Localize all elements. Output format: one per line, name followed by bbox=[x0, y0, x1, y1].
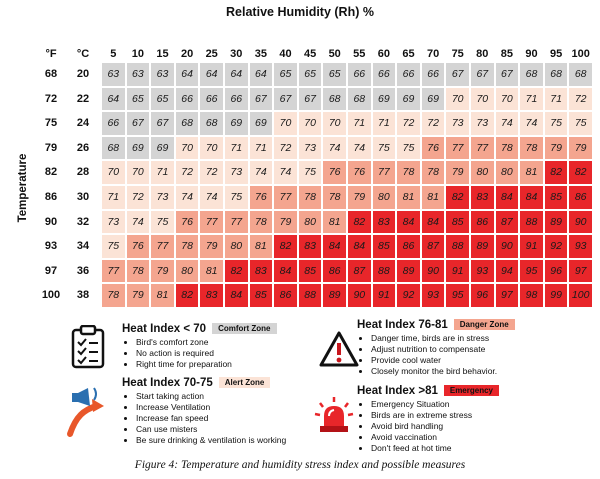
legend-comfort-title bbox=[122, 323, 277, 335]
heat-index-cell: 89 bbox=[470, 234, 495, 259]
legend-danger-list bbox=[357, 333, 497, 377]
humidity-header-15: 15 bbox=[156, 48, 169, 60]
heat-index-cell: 84 bbox=[519, 185, 544, 210]
temp-f-90: 90 bbox=[44, 215, 58, 228]
heat-index-cell: 76 bbox=[421, 136, 446, 161]
heat-index-cell: 66 bbox=[224, 87, 249, 112]
celsius-header: °C bbox=[76, 48, 90, 60]
heat-index-cell: 75 bbox=[568, 111, 593, 136]
heat-index-cell: 68 bbox=[568, 62, 593, 87]
heat-index-cell: 71 bbox=[249, 136, 274, 161]
legend-danger-item: • Closely monitor the bird behavior. bbox=[371, 366, 497, 377]
heat-index-cell: 67 bbox=[470, 62, 495, 87]
siren-light-icon bbox=[314, 396, 354, 436]
heat-index-cell: 83 bbox=[470, 185, 495, 210]
heat-index-cell: 64 bbox=[249, 62, 274, 87]
heat-index-cell: 94 bbox=[495, 259, 520, 284]
heat-index-cell: 69 bbox=[421, 87, 446, 112]
heat-index-cell: 70 bbox=[199, 136, 224, 161]
heat-index-cell: 76 bbox=[322, 160, 347, 185]
heat-index-cell: 72 bbox=[568, 87, 593, 112]
heat-index-cell: 66 bbox=[175, 87, 200, 112]
heat-index-cell: 93 bbox=[568, 234, 593, 259]
heat-index-cell: 72 bbox=[273, 136, 298, 161]
heat-index-cell: 67 bbox=[273, 87, 298, 112]
heat-index-cell: 99 bbox=[544, 283, 569, 308]
temp-c-26: 26 bbox=[76, 141, 90, 154]
heat-index-cell: 77 bbox=[372, 160, 397, 185]
heat-index-cell: 67 bbox=[249, 87, 274, 112]
heat-index-cell: 84 bbox=[273, 259, 298, 284]
humidity-header-5: 5 bbox=[110, 48, 117, 60]
heat-index-cell: 70 bbox=[273, 111, 298, 136]
heat-index-cell: 66 bbox=[421, 62, 446, 87]
heat-index-cell: 77 bbox=[273, 185, 298, 210]
heat-index-cell: 90 bbox=[568, 210, 593, 235]
heat-index-cell: 97 bbox=[568, 259, 593, 284]
heat-index-cell: 74 bbox=[175, 185, 200, 210]
heat-index-cell: 75 bbox=[544, 111, 569, 136]
heat-index-cell: 68 bbox=[175, 111, 200, 136]
heat-index-cell: 98 bbox=[519, 283, 544, 308]
legend-alert-list bbox=[122, 391, 286, 446]
heat-index-cell: 89 bbox=[544, 210, 569, 235]
heat-index-cell: 73 bbox=[470, 111, 495, 136]
heat-index-cell: 78 bbox=[519, 136, 544, 161]
heat-index-cell: 95 bbox=[445, 283, 470, 308]
heat-index-cell: 64 bbox=[224, 62, 249, 87]
heat-index-cell: 88 bbox=[372, 259, 397, 284]
heat-index-cell: 75 bbox=[101, 234, 126, 259]
heat-index-cell: 88 bbox=[445, 234, 470, 259]
heat-index-cell: 74 bbox=[199, 185, 224, 210]
heat-index-cell: 74 bbox=[249, 160, 274, 185]
humidity-header-60: 60 bbox=[377, 48, 391, 60]
heat-index-cell: 85 bbox=[372, 234, 397, 259]
legend-emergency-title-text: Heat Index >81 bbox=[357, 385, 438, 397]
heat-index-cell: 87 bbox=[421, 234, 446, 259]
heat-index-cell: 93 bbox=[421, 283, 446, 308]
chart-title: Relative Humidity (Rh) % bbox=[226, 5, 374, 19]
heat-index-cell: 91 bbox=[372, 283, 397, 308]
temp-f-97: 97 bbox=[44, 264, 58, 277]
temp-c-38: 38 bbox=[76, 289, 90, 302]
heat-index-cell: 84 bbox=[347, 234, 372, 259]
heat-index-cell: 81 bbox=[421, 185, 446, 210]
heat-index-cell: 71 bbox=[544, 87, 569, 112]
temp-f-82: 82 bbox=[44, 166, 58, 179]
temp-f-68: 68 bbox=[44, 68, 58, 80]
heat-index-cell: 67 bbox=[445, 62, 470, 87]
heat-index-cell: 95 bbox=[519, 259, 544, 284]
heat-index-cell: 81 bbox=[396, 185, 421, 210]
heat-index-cell: 82 bbox=[568, 160, 593, 185]
heat-index-cell: 81 bbox=[322, 210, 347, 235]
heat-index-cell: 77 bbox=[445, 136, 470, 161]
heat-index-cell: 92 bbox=[544, 234, 569, 259]
heat-index-cell: 83 bbox=[199, 283, 224, 308]
heat-index-cell: 78 bbox=[421, 160, 446, 185]
heat-index-cell: 70 bbox=[495, 87, 520, 112]
heat-index-cell: 90 bbox=[495, 234, 520, 259]
heat-index-cell: 70 bbox=[470, 87, 495, 112]
row-axis-label: Temperature bbox=[17, 153, 29, 223]
heat-index-cell: 91 bbox=[445, 259, 470, 284]
humidity-header-90: 90 bbox=[525, 48, 538, 60]
legend-comfort-item: • Right time for preparation bbox=[136, 359, 232, 370]
heat-index-cell: 72 bbox=[396, 111, 421, 136]
legend-alert-item: • Increase Ventilation bbox=[136, 402, 286, 413]
heat-index-cell: 77 bbox=[150, 234, 175, 259]
legend-danger-title bbox=[357, 319, 515, 331]
humidity-header-50: 50 bbox=[328, 48, 341, 60]
temp-c-20: 20 bbox=[76, 68, 90, 80]
heat-index-cell: 79 bbox=[347, 185, 372, 210]
humidity-header-45: 45 bbox=[303, 48, 317, 60]
heat-index-cell: 77 bbox=[470, 136, 495, 161]
legend-emergency-title bbox=[357, 385, 499, 397]
fahrenheit-header: °F bbox=[45, 48, 57, 60]
heat-index-cell: 74 bbox=[273, 160, 298, 185]
heat-index-cell: 85 bbox=[298, 259, 323, 284]
humidity-header-85: 85 bbox=[500, 48, 514, 60]
heat-index-cell: 80 bbox=[470, 160, 495, 185]
heat-index-cell: 72 bbox=[199, 160, 224, 185]
heat-index-cell: 88 bbox=[519, 210, 544, 235]
heat-index-cell: 63 bbox=[101, 62, 126, 87]
legend-emergency-item: • Avoid bird handling bbox=[371, 421, 472, 432]
heat-index-cell: 69 bbox=[224, 111, 249, 136]
heat-index-cell: 82 bbox=[175, 283, 200, 308]
heat-index-cell: 82 bbox=[544, 160, 569, 185]
heat-index-cell: 69 bbox=[396, 87, 421, 112]
heat-index-cell: 65 bbox=[273, 62, 298, 87]
heat-index-cell: 69 bbox=[126, 136, 151, 161]
legend-emergency-list bbox=[357, 399, 472, 454]
heat-index-cell: 86 bbox=[568, 185, 593, 210]
heat-index-cell: 96 bbox=[470, 283, 495, 308]
heat-index-cell: 73 bbox=[150, 185, 175, 210]
humidity-header-80: 80 bbox=[476, 48, 489, 60]
heat-index-cell: 70 bbox=[175, 136, 200, 161]
heat-index-cell: 83 bbox=[249, 259, 274, 284]
heat-index-cell: 76 bbox=[347, 160, 372, 185]
heat-index-cell: 84 bbox=[224, 283, 249, 308]
heat-index-cell: 79 bbox=[126, 283, 151, 308]
heat-index-cell: 78 bbox=[495, 136, 520, 161]
warning-triangle-icon bbox=[318, 330, 360, 368]
heat-index-cell: 71 bbox=[150, 160, 175, 185]
heat-index-cell: 78 bbox=[396, 160, 421, 185]
temp-c-36: 36 bbox=[76, 264, 90, 277]
humidity-header-55: 55 bbox=[353, 48, 366, 60]
heat-index-cell: 89 bbox=[396, 259, 421, 284]
heat-index-cell: 83 bbox=[372, 210, 397, 235]
temp-c-24: 24 bbox=[76, 117, 90, 130]
heat-index-cell: 80 bbox=[224, 234, 249, 259]
heat-index-cell: 71 bbox=[519, 87, 544, 112]
temp-c-28: 28 bbox=[76, 166, 90, 179]
legend-danger-title-text: Heat Index 76-81 bbox=[357, 319, 448, 331]
heat-index-cell: 63 bbox=[126, 62, 151, 87]
heat-index-cell: 81 bbox=[199, 259, 224, 284]
heat-index-cell: 78 bbox=[322, 185, 347, 210]
heat-index-cell: 73 bbox=[298, 136, 323, 161]
heat-index-cell: 71 bbox=[101, 185, 126, 210]
heat-index-cell: 67 bbox=[126, 111, 151, 136]
heat-index-cell: 79 bbox=[544, 136, 569, 161]
megaphone-icon bbox=[66, 380, 112, 438]
heat-index-cell: 93 bbox=[470, 259, 495, 284]
heat-index-cell: 79 bbox=[199, 234, 224, 259]
heat-index-cell: 100 bbox=[568, 283, 593, 308]
heat-index-cell: 66 bbox=[372, 62, 397, 87]
heat-index-cell: 80 bbox=[175, 259, 200, 284]
heat-index-cell: 81 bbox=[519, 160, 544, 185]
humidity-header-40: 40 bbox=[279, 48, 292, 60]
humidity-header-95: 95 bbox=[549, 48, 563, 60]
heat-index-cell: 77 bbox=[101, 259, 126, 284]
heat-index-cell: 76 bbox=[249, 185, 274, 210]
heat-index-cell: 87 bbox=[347, 259, 372, 284]
heat-index-cell: 66 bbox=[101, 111, 126, 136]
legend-alert-item: • Can use misters bbox=[136, 424, 286, 435]
heat-index-cell: 69 bbox=[249, 111, 274, 136]
heat-index-cell: 69 bbox=[150, 136, 175, 161]
temp-f-79: 79 bbox=[44, 141, 58, 154]
heat-index-cell: 77 bbox=[199, 210, 224, 235]
legend-danger-item: • Adjust nutrition to compensate bbox=[371, 344, 497, 355]
heat-index-cell: 70 bbox=[101, 160, 126, 185]
heat-index-cell: 87 bbox=[495, 210, 520, 235]
heat-index-cell: 84 bbox=[495, 185, 520, 210]
legend-alert-item: • Increase fan speed bbox=[136, 413, 286, 424]
heat-index-cell: 84 bbox=[322, 234, 347, 259]
heat-index-cell: 68 bbox=[519, 62, 544, 87]
heat-index-cell: 89 bbox=[322, 283, 347, 308]
heat-index-cell: 72 bbox=[126, 185, 151, 210]
alert-zone-badge: Alert Zone bbox=[219, 377, 271, 388]
heat-index-cell: 64 bbox=[175, 62, 200, 87]
heat-index-cell: 85 bbox=[445, 210, 470, 235]
heat-index-cell: 74 bbox=[126, 210, 151, 235]
heat-index-cell: 67 bbox=[150, 111, 175, 136]
heat-index-cell: 74 bbox=[347, 136, 372, 161]
heat-index-cell: 75 bbox=[396, 136, 421, 161]
heat-index-cell: 78 bbox=[175, 234, 200, 259]
heat-index-cell: 76 bbox=[126, 234, 151, 259]
heat-index-cell: 79 bbox=[445, 160, 470, 185]
heat-index-cell: 74 bbox=[322, 136, 347, 161]
heat-index-cell: 71 bbox=[347, 111, 372, 136]
heat-index-cell: 73 bbox=[101, 210, 126, 235]
heat-index-cell: 68 bbox=[347, 87, 372, 112]
heat-index-cell: 70 bbox=[126, 160, 151, 185]
legend-alert-item: • Start taking action bbox=[136, 391, 286, 402]
heat-index-cell: 79 bbox=[273, 210, 298, 235]
heat-index-cell: 75 bbox=[150, 210, 175, 235]
heat-index-cell: 71 bbox=[224, 136, 249, 161]
heat-index-cell: 75 bbox=[372, 136, 397, 161]
heat-index-cell: 65 bbox=[298, 62, 323, 87]
legend-emergency-item: • Avoid vaccination bbox=[371, 432, 472, 443]
legend-emergency-item: • Emergency Situation bbox=[371, 399, 472, 410]
humidity-header-35: 35 bbox=[254, 48, 268, 60]
emergency-badge: Emergency bbox=[444, 385, 499, 396]
humidity-header-30: 30 bbox=[230, 48, 243, 60]
heat-index-cell: 64 bbox=[101, 87, 126, 112]
heat-index-cell: 90 bbox=[347, 283, 372, 308]
heat-index-cell: 81 bbox=[249, 234, 274, 259]
heat-index-cell: 74 bbox=[519, 111, 544, 136]
heat-index-cell: 71 bbox=[372, 111, 397, 136]
temp-c-34: 34 bbox=[76, 240, 90, 253]
heat-index-cell: 68 bbox=[322, 87, 347, 112]
legend-danger-item: • Danger time, birds are in stress bbox=[371, 333, 497, 344]
figure-caption: Figure 4: Temperature and humidity stress index and possible measures bbox=[134, 459, 466, 471]
heat-index-cell: 66 bbox=[347, 62, 372, 87]
heat-index-cell: 82 bbox=[273, 234, 298, 259]
heat-index-cell: 70 bbox=[298, 111, 323, 136]
temp-f-93: 93 bbox=[44, 240, 58, 253]
legend-emergency-item: • Don't feed at hot time bbox=[371, 443, 472, 454]
heat-index-cell: 80 bbox=[372, 185, 397, 210]
heat-index-cell: 66 bbox=[199, 87, 224, 112]
heat-index-cell: 84 bbox=[396, 210, 421, 235]
humidity-header-10: 10 bbox=[131, 48, 145, 60]
humidity-header-70: 70 bbox=[426, 48, 440, 60]
heat-index-cell: 65 bbox=[322, 62, 347, 87]
heat-index-cell: 91 bbox=[519, 234, 544, 259]
comfort-zone-badge: Comfort Zone bbox=[212, 323, 276, 334]
heat-index-cell: 85 bbox=[544, 185, 569, 210]
humidity-header-100: 100 bbox=[571, 48, 590, 60]
heat-index-cell: 73 bbox=[224, 160, 249, 185]
heat-index-cell: 65 bbox=[150, 87, 175, 112]
heat-index-cell: 86 bbox=[396, 234, 421, 259]
heat-index-cell: 88 bbox=[298, 283, 323, 308]
heat-index-cell: 72 bbox=[175, 160, 200, 185]
heat-index-cell: 75 bbox=[224, 185, 249, 210]
heat-index-cell: 70 bbox=[322, 111, 347, 136]
heat-index-cell: 78 bbox=[101, 283, 126, 308]
humidity-header-65: 65 bbox=[402, 48, 415, 60]
temp-f-86: 86 bbox=[44, 191, 58, 203]
heat-index-cell: 76 bbox=[175, 210, 200, 235]
danger-zone-badge: Danger Zone bbox=[454, 319, 515, 330]
heat-index-cell: 78 bbox=[298, 185, 323, 210]
legend-alert-title bbox=[122, 377, 270, 389]
heat-index-cell: 72 bbox=[421, 111, 446, 136]
heat-index-cell: 81 bbox=[150, 283, 175, 308]
heat-index-cell: 64 bbox=[199, 62, 224, 87]
humidity-header-75: 75 bbox=[451, 48, 464, 60]
legend-comfort-item: • Bird's comfort zone bbox=[136, 337, 232, 348]
legend-comfort-title-text: Heat Index < 70 bbox=[122, 323, 207, 335]
heat-index-cell: 90 bbox=[421, 259, 446, 284]
heat-index-cell: 65 bbox=[126, 87, 151, 112]
heat-index-cell: 67 bbox=[495, 62, 520, 87]
heat-index-cell: 63 bbox=[150, 62, 175, 87]
humidity-header-25: 25 bbox=[205, 48, 218, 60]
heat-index-cell: 84 bbox=[421, 210, 446, 235]
heat-index-cell: 73 bbox=[445, 111, 470, 136]
heat-index-cell: 66 bbox=[396, 62, 421, 87]
legend-alert-item: • Be sure drinking & ventilation is working bbox=[136, 435, 286, 446]
heat-index-cell: 97 bbox=[495, 283, 520, 308]
heat-index-cell: 78 bbox=[126, 259, 151, 284]
heat-index-cell: 79 bbox=[150, 259, 175, 284]
heat-index-cell: 82 bbox=[224, 259, 249, 284]
heat-index-cell: 75 bbox=[298, 160, 323, 185]
legend-alert-title-text: Heat Index 70-75 bbox=[122, 377, 213, 389]
heat-index-cell: 79 bbox=[568, 136, 593, 161]
heat-index-cell: 78 bbox=[249, 210, 274, 235]
heat-index-cell: 70 bbox=[445, 87, 470, 112]
heat-index-cell: 96 bbox=[544, 259, 569, 284]
heat-index-cell: 86 bbox=[470, 210, 495, 235]
heat-index-cell: 92 bbox=[396, 283, 421, 308]
heat-index-cell: 80 bbox=[495, 160, 520, 185]
heat-index-cell: 86 bbox=[322, 259, 347, 284]
heat-index-cell: 82 bbox=[445, 185, 470, 210]
heat-index-cell: 83 bbox=[298, 234, 323, 259]
heat-index-cell: 69 bbox=[372, 87, 397, 112]
temp-c-30: 30 bbox=[76, 191, 90, 203]
legend-emergency-item: • Birds are in extreme stress bbox=[371, 410, 472, 421]
heat-index-cell: 86 bbox=[273, 283, 298, 308]
heat-index-cell: 85 bbox=[249, 283, 274, 308]
legend-comfort-item: • No action is required bbox=[136, 348, 232, 359]
heat-index-cell: 77 bbox=[224, 210, 249, 235]
humidity-header-20: 20 bbox=[180, 48, 194, 60]
temp-c-22: 22 bbox=[76, 92, 90, 105]
heat-index-cell: 80 bbox=[298, 210, 323, 235]
temp-f-75: 75 bbox=[44, 117, 58, 130]
heat-index-cell: 68 bbox=[199, 111, 224, 136]
heat-index-cell: 74 bbox=[495, 111, 520, 136]
heat-index-cell: 68 bbox=[544, 62, 569, 87]
legend-comfort-list bbox=[122, 337, 232, 370]
temp-c-32: 32 bbox=[76, 215, 90, 228]
legend-danger-item: • Provide cool water bbox=[371, 355, 497, 366]
heat-index-cell: 68 bbox=[101, 136, 126, 161]
heat-index-cell: 67 bbox=[298, 87, 323, 112]
temp-f-100: 100 bbox=[41, 289, 61, 302]
temp-f-72: 72 bbox=[44, 92, 58, 105]
clipboard-checklist-icon bbox=[70, 325, 106, 369]
heat-index-cell: 82 bbox=[347, 210, 372, 235]
